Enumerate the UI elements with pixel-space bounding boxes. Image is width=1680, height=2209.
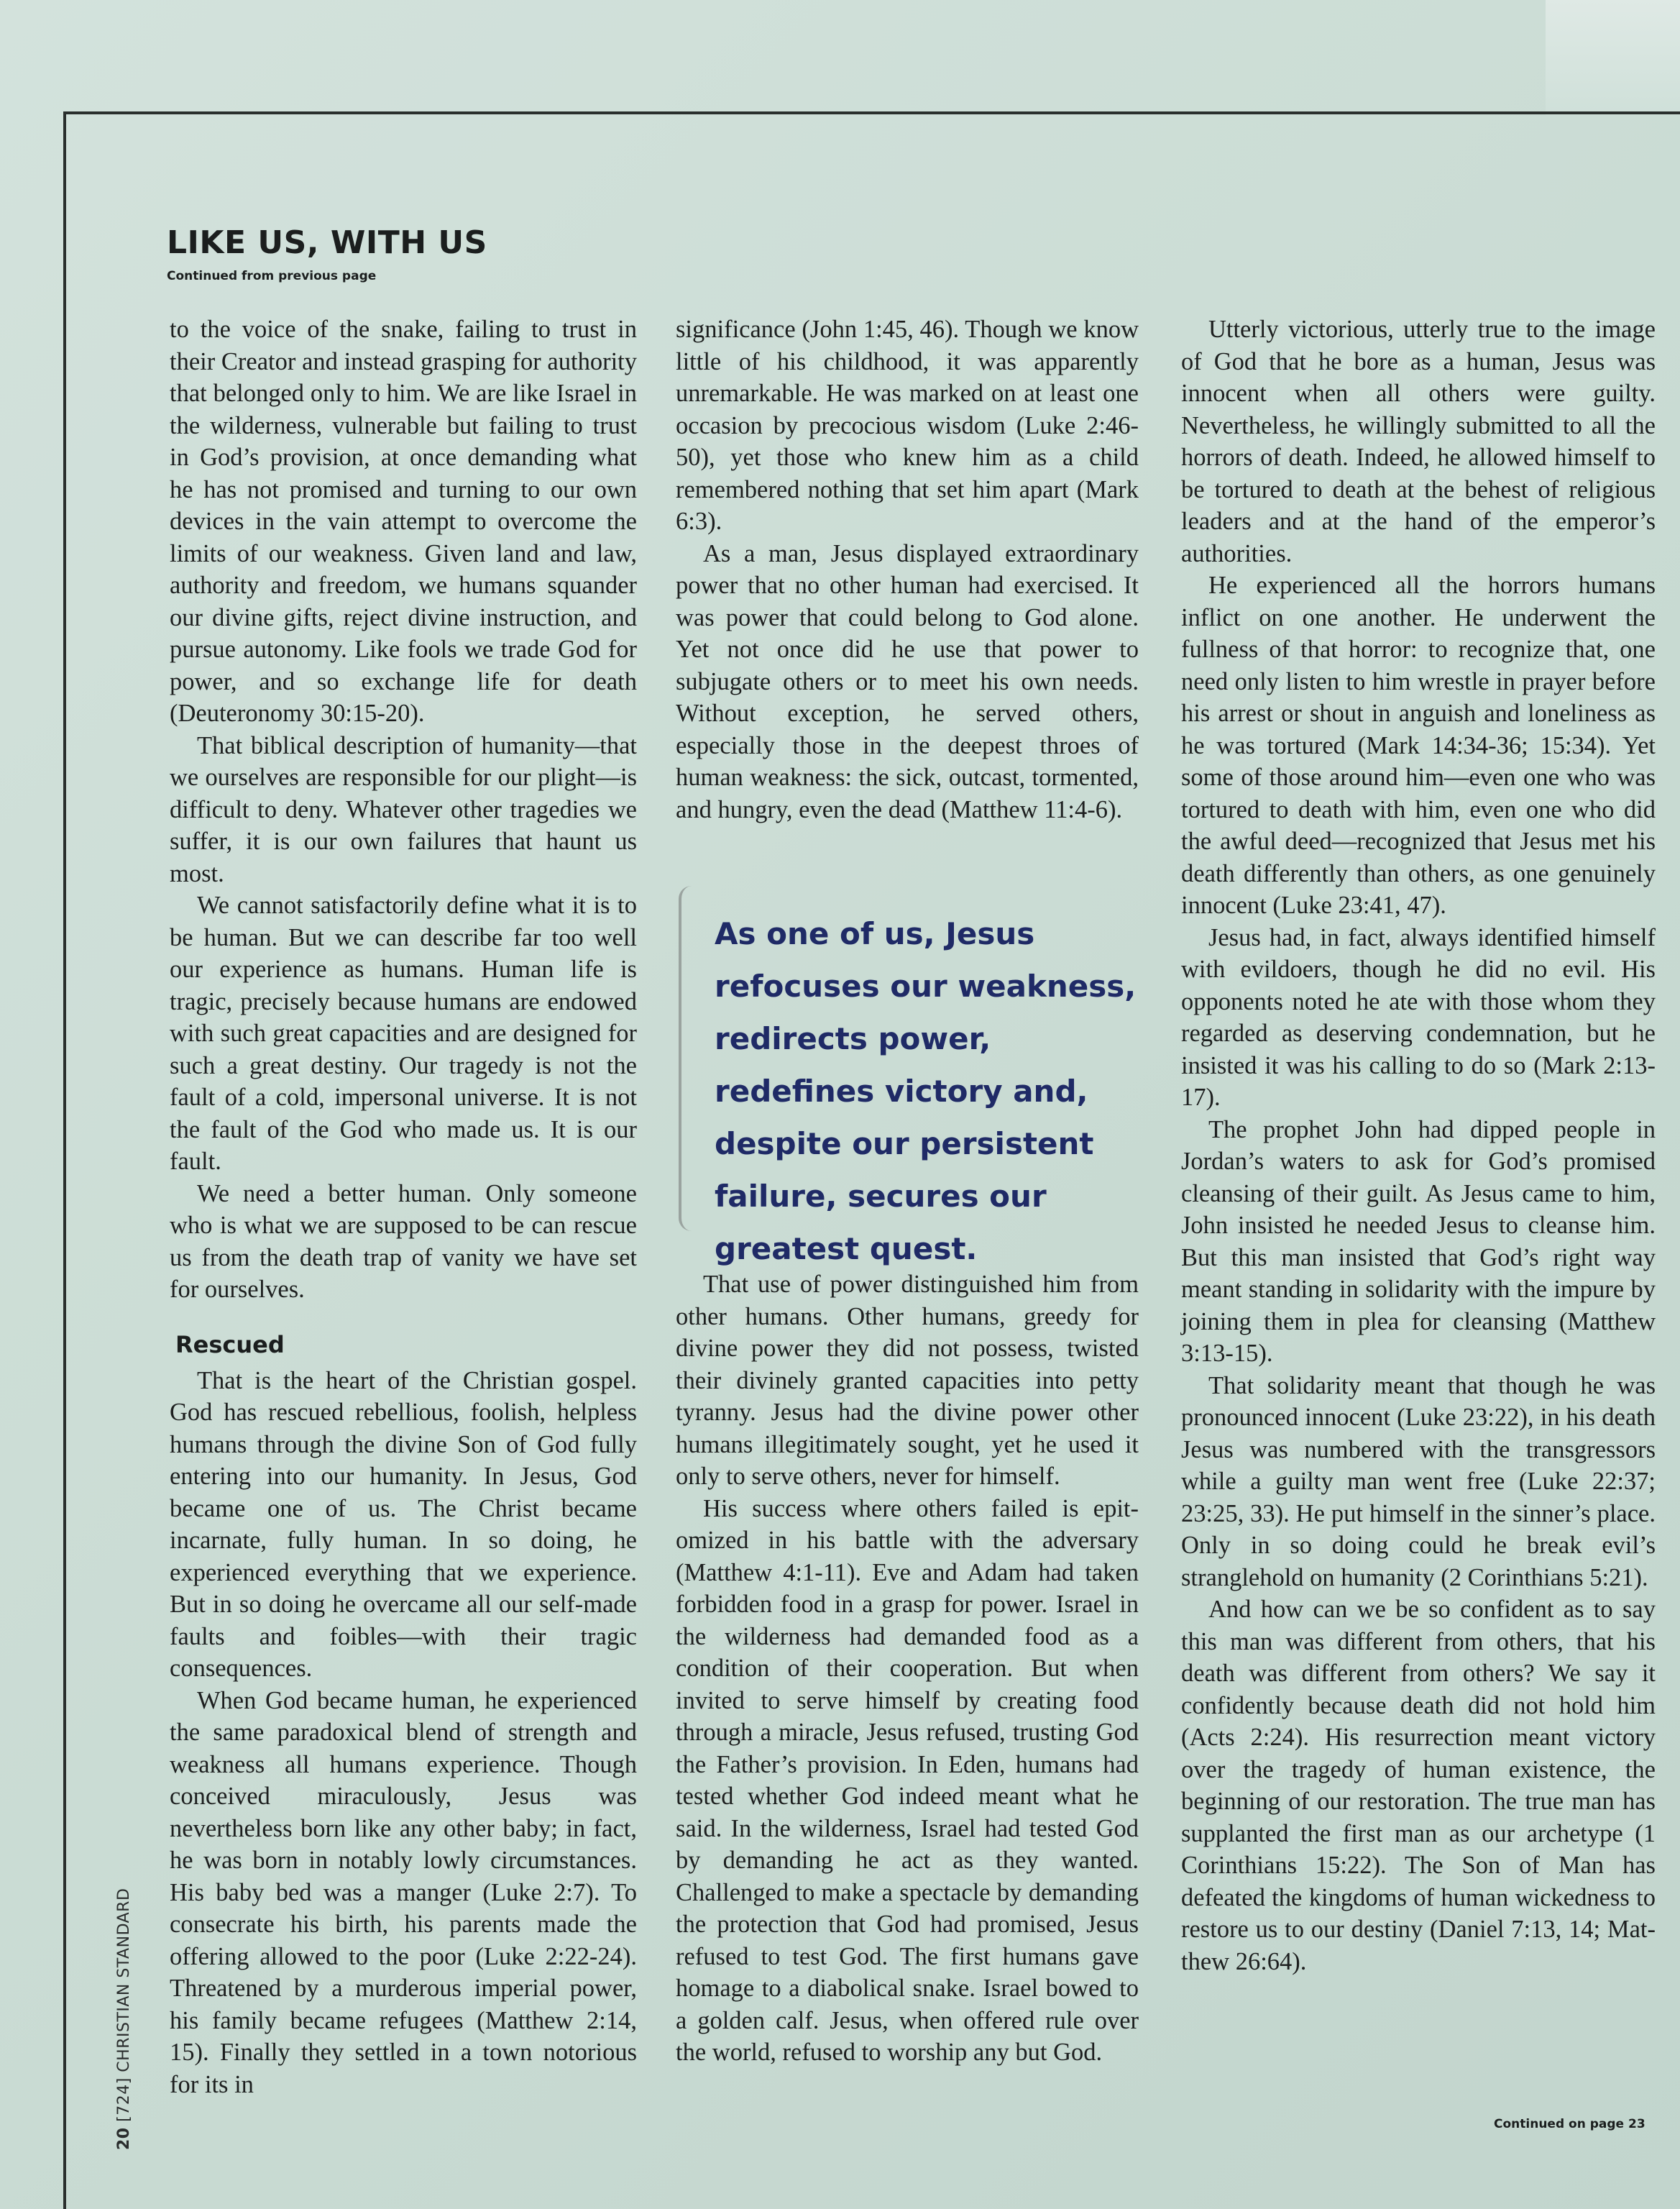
frame-rule-left <box>63 111 66 2209</box>
paragraph: significance (John 1:45, 46). Though we know little of his childhood, it was apparently unremarkable. He was marked on at least one occasion by precocious wisdom (Luke 2:46-50), yet those who knew him as a child remembered nothing that set him apart (Mark 6:3). <box>676 316 1139 535</box>
column-2-top <box>676 314 1139 825</box>
page-curl <box>1546 0 1680 115</box>
publication-name: CHRISTIAN STANDARD <box>115 1888 133 2072</box>
article-title: LIKE US, WITH US <box>167 224 487 261</box>
column-1 <box>170 314 637 2100</box>
paragraph: When God became human, he experienced the same paradoxical blend of strength and weakness all humans experience. Though conceived miraculously, Jesus was nevertheless born like any other baby; in fact, he was born in notably lowly circumstances. His baby bed was a manger (Luke 2:7). To consecrate his birth, his parents made the offering allowed to the poor (Luke 2:22-24). Threatened by a murderous imperial power, his family became refugees (Matthew 2:14, 15). Finally they settled in a town notorious for its in <box>170 1686 637 2098</box>
paragraph: And how can we be so confident as to say this man was different from others, that his death was different from others? We say it confidently because death did not hold him (Acts 2:24). His resurrection meant victory over the tragedy of human existence, the beginning of our restoration. The true man has supplanted the first man as our archetype (1 Corinthians 15:22). The Son of Man has defeated the kingdoms of human wickedness to restore us to our destiny (Daniel 7:13, 14; Matthew 26:64). <box>1181 1596 1656 1975</box>
column-3 <box>1181 314 1656 1977</box>
paragraph: We cannot satisfactorily define what it is to be human. But we can describe far too well our experience as humans. Human life is tragic, precisely because humans are endowed with such great capacities and are designed for such a great destiny. Our tragedy is not the fault of a cold, impersonal universe. It is not the fault of the God who made us. It is our fault. <box>170 892 637 1175</box>
paragraph: Utterly victorious, utterly true to the image of God that he bore as a human, Jesus was innocent when all others were guilty. Nevertheless, he willingly submitted to all the horrors of death. Indeed, he allowed himself to be tortured to death at the behest of religious leaders and at the hand of the emperor’s authorities. <box>1181 316 1656 567</box>
paragraph: We need a better human. Only someone who is what we are supposed to be can rescue us from the death trap of vanity we have set for ourselves. <box>170 1179 637 1303</box>
continued-on-label: Continued on page 23 <box>1494 2117 1645 2131</box>
paragraph: to the voice of the snake, failing to trust in their Creator and instead grasping for authority that belonged only to him. We are like Israel in the wilderness, vulnerable but failing to trust in God’s provision, at once demanding what he has not promised and turning to our own devices in the vain attempt to overcome the limits of our weakness. Given land and law, authority and freedom, we humans squander our divine gifts, reject divine instruction, and pursue autonomy. Like fools we trade God for power, and so exchange life for death (Deuteronomy 30:15-20). <box>170 316 637 727</box>
page-number: 20 <box>115 2127 133 2150</box>
paragraph: The prophet John had dipped people in Jordan’s waters to ask for God’s promised cleansing of their guilt. As Jesus came to him, John insisted he needed Jesus to cleanse him. But this man insisted that God’s right way meant standing in solidarity with the impure by joining them in plea for cleansing (Matthew 3:13-15). <box>1181 1115 1656 1367</box>
paragraph: He experienced all the horrors humans inflict on one another. He underwent the fullness of that horror: to recognize that, one need only listen to him wrestle in prayer before his arrest or shout in anguish and loneliness as he was tortured (Mark 14:34-36; 15:34). Yet some of those around him—even one who was tortured to death with him, even one who did the awful deed—recognized that Jesus met his death differently than others, as one genuinely innocent (Luke 23:41, 47). <box>1181 572 1656 919</box>
paragraph: That use of power distinguished him from other humans. Other humans, greedy for divine power they did not possess, twisted their divinely granted capacities into petty tyranny. Jesus had the divine power other humans illegitimately sought, yet he used it only to serve others, never for himself. <box>676 1271 1139 1490</box>
paragraph: Jesus had, in fact, always identified himself with evildoers, though he did no evil. His opponents noted he ate with those whom they regarded as deserving condemnation, but he insisted it was his calling to do so (Mark 2:13-17). <box>1181 923 1656 1111</box>
paragraph: His success where others failed is epitomized in his battle with the adversary (Matthew 4:1-11). Eve and Adam had taken forbidden food in a grasp for power. Israel in the wilderness had demanded food as a condition of their cooperation. But when invited to serve himself by creating food through a miracle, Jesus refused, trusting God the Father’s provision. In Eden, humans had tested whether God indeed meant what he said. In the wilderness, Israel had tested God by demanding he act as they wanted. Challenged to make a spectacle by demanding the protection that God had promised, Jesus refused to test God. The first humans gave homage to a diabolical snake. Israel bowed to a golden calf. Jesus, when offered rule over the world, refused to worship any but God. <box>676 1494 1139 2066</box>
paragraph: That biblical description of humanity—that we ourselves are responsible for our plight—is difficult to deny. Whatever other tragedies we suffer, it is our own failures that haunt us most. <box>170 731 637 887</box>
frame-rule-top <box>63 111 1680 114</box>
pull-quote-text: As one of us, Jesus refocuses our weakness, redirects power, redefines victory and, despite our persistent failure, secures our greatest quest. <box>715 916 1137 1266</box>
column-2-bottom <box>676 1268 1139 2069</box>
paragraph: That solidarity meant that though he was pronounced innocent (Luke 23:22), in his death Jesus was numbered with the transgressors while a guilty man went free (Luke 22:37; 23:25, 33). He put himself in the sinner’s place. Only in so doing could he break evil’s stranglehold on humanity (2 Corinthians 5:21). <box>1181 1371 1656 1591</box>
paragraph: That is the heart of the Christian gospel. God has rescued rebellious, foolish, helpless humans through the divine Son of God fully entering into our humanity. In Jesus, God became one of us. The Christ became incarnate, fully human. In so doing, he experienced everything that we experience. But in so doing he overcame all our self-made faults and foibles—with their tragic consequences. <box>170 1366 637 1682</box>
section-heading-rescued: Rescued <box>175 1330 285 1358</box>
paragraph: As a man, Jesus displayed extraordinary power that no other human had exercised. It was power that could belong to God alone. Yet not once did he use that power to subjugate others or to meet his own needs. Without exception, he served others, especially those in the deepest throes of human weakness: the sick, outcast, tormented, and hungry, even the dead (Matthew 11:4-6). <box>676 539 1139 823</box>
pull-quote <box>679 886 1142 1266</box>
page-folio <box>115 1888 133 2150</box>
issue-page-number: [724] <box>115 2077 133 2122</box>
continued-from-label: Continued from previous page <box>167 269 377 283</box>
